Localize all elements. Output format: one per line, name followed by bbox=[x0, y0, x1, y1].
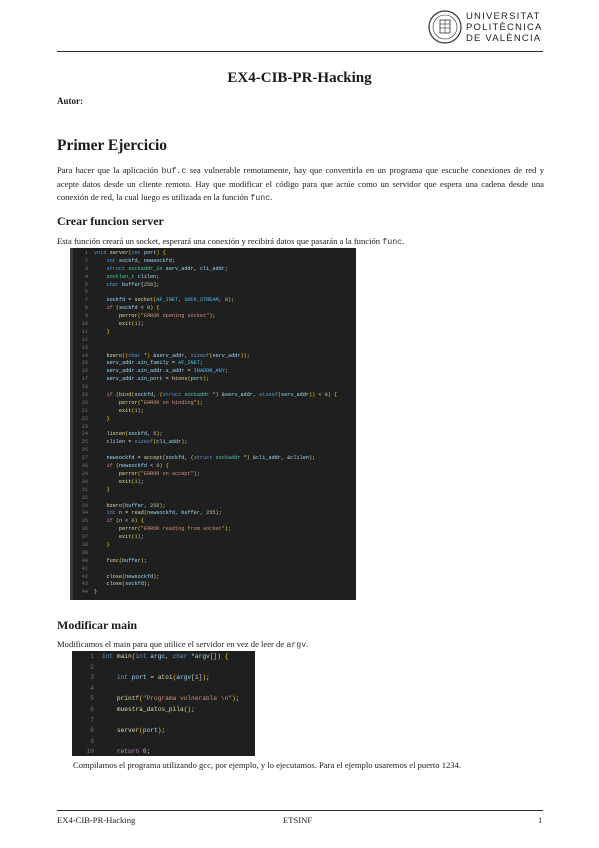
server-code-line: 39 bbox=[81, 549, 88, 556]
server-code-line: 24 listen(sockfd, 5); bbox=[81, 431, 163, 438]
server-paragraph: Esta función creará un socket, esperará una conexión y recibirá datos que pasarán a la función func. bbox=[57, 236, 405, 247]
server-code-line: 44 } bbox=[81, 589, 98, 596]
main-code-line: 8 server(port); bbox=[90, 727, 166, 735]
main-code-line: 5 printf("Programa vulnerable \n"); bbox=[90, 695, 240, 703]
logo-line-1: UNIVERSITAT bbox=[466, 11, 541, 22]
section1-paragraph: Para hacer que la aplicación buf.c sea vulnerable remotamente, hay que convertirla en un programa que escuche conexiones de red y acepte datos desde un cliente remoto. Hay que modificar el código para que actúe como un servidor que espera una cadena desde una conexión de red, la cual luego es utilizada en la función func. bbox=[57, 165, 544, 203]
author-label: Autor: bbox=[57, 96, 83, 106]
subsection-heading-main: Modificar main bbox=[57, 618, 138, 632]
server-code-line: 10 exit(1); bbox=[81, 321, 144, 328]
main-paragraph: Modificamos el main para que utilice el servidor en vez de leer de argv. bbox=[57, 639, 309, 650]
server-code-line: 16 serv_addr.sin_addr.s_addr = INADDR_ANY; bbox=[81, 368, 228, 375]
server-code-line: 43 close(sockfd); bbox=[81, 581, 151, 588]
university-seal-icon bbox=[428, 10, 462, 44]
server-code-line: 37 exit(1); bbox=[81, 534, 144, 541]
main-code-line: 10 return 0; bbox=[86, 748, 151, 756]
main-code-line: 4 bbox=[90, 684, 94, 692]
university-name bbox=[466, 11, 543, 44]
server-code-line: 20 perror("ERROR on binding"); bbox=[81, 399, 204, 406]
server-code-line: 4 socklen_t clilen; bbox=[84, 273, 160, 280]
server-code-line: 17 serv_addr.sin_port = htons(port); bbox=[81, 376, 210, 383]
server-code-line: 21 exit(1); bbox=[81, 407, 144, 414]
logo-line-3: DE VALÈNCIA bbox=[466, 33, 542, 44]
server-code-line: 23 bbox=[81, 423, 88, 430]
server-code-line: 22 } bbox=[81, 415, 110, 422]
footer-center: ETSINF bbox=[283, 815, 313, 825]
university-logo bbox=[428, 10, 543, 46]
document-title: EX4-CIB-PR-Hacking bbox=[227, 70, 372, 86]
server-code-line: 7 sockfd = socket(AF_INET, SOCK_STREAM, 0); bbox=[84, 297, 235, 304]
logo-line-2: POLITÈCNICA bbox=[466, 22, 543, 33]
server-code-line: 41 bbox=[81, 565, 88, 572]
server-code-line: 35 if (n < 0) { bbox=[81, 518, 144, 525]
main-code-block bbox=[72, 651, 255, 756]
server-code-line: 27 newsockfd = accept(sockfd, (struct sockaddr *) &cli_addr, &clilen); bbox=[81, 455, 316, 462]
server-code-line: 5 char buffer[256]; bbox=[84, 281, 160, 288]
server-code-line: 2 int sockfd, newsockfd; bbox=[84, 257, 175, 264]
server-code-line: 29 perror("ERROR on accept"); bbox=[81, 470, 200, 477]
main-code-line: 1 int main(int argc, char *argv[]) { bbox=[90, 653, 229, 660]
server-code-line: 14 bzero((char *) &serv_addr, sizeof(serv_addr)); bbox=[81, 352, 250, 359]
server-code-line: 19 if (bind(sockfd, (struct sockaddr *) &serv_addr, sizeof(serv_addr)) < 0) { bbox=[81, 392, 338, 399]
main-code-line: 9 bbox=[90, 737, 94, 745]
main-code-line: 6 muestra_datos_pila(); bbox=[90, 705, 195, 713]
server-code-line: 15 serv_addr.sin_family = AF_INET; bbox=[81, 360, 204, 367]
server-code-line: 34 int n = read(newsockfd, buffer, 255); bbox=[81, 510, 222, 517]
server-code-line: 33 bzero(buffer, 256); bbox=[81, 502, 166, 509]
main-code-line: 3 int port = atoi(argv[1]); bbox=[90, 674, 210, 682]
section-heading-primer-ejercicio: Primer Ejercicio bbox=[57, 137, 168, 154]
main-code-line: 7 bbox=[90, 716, 94, 724]
server-code-line: 40 func(buffer); bbox=[81, 557, 147, 564]
footer-left: EX4-CIB-PR-Hacking bbox=[57, 815, 136, 825]
server-code-line: 9 perror("ERROR opening socket"); bbox=[84, 313, 216, 320]
server-code-line: 18 bbox=[81, 384, 88, 391]
footer-divider bbox=[57, 810, 543, 811]
page-number: 1 bbox=[538, 815, 543, 825]
server-code-line: 32 bbox=[81, 494, 88, 501]
server-code-line: 26 bbox=[81, 447, 88, 454]
server-code-line: 8 if (sockfd < 0) { bbox=[84, 305, 160, 312]
subsection-heading-server: Crear funcion server bbox=[57, 214, 164, 228]
server-code-line: 25 clilen = sizeof(cli_addr); bbox=[81, 439, 188, 446]
server-code-line: 13 bbox=[81, 344, 88, 351]
server-code-block bbox=[70, 248, 356, 600]
server-code-line: 31 } bbox=[81, 486, 110, 493]
server-code-line: 12 bbox=[81, 336, 88, 343]
server-code-line: 11 } bbox=[81, 328, 110, 335]
server-code-line: 1 void server(int port) { bbox=[84, 250, 166, 256]
server-code-line: 3 struct sockaddr_in serv_addr, cli_addr; bbox=[84, 265, 228, 272]
server-code-line: 6 bbox=[84, 289, 88, 296]
compile-caption: Compilamos el programa utilizando gcc, por ejemplo, y lo ejecutamos. Para el ejemplo usaremos el puerto 1234. bbox=[73, 760, 462, 770]
server-code-line: 42 close(newsockfd); bbox=[81, 573, 160, 580]
server-code-line: 30 exit(1); bbox=[81, 478, 144, 485]
server-code-line: 38 } bbox=[81, 541, 110, 548]
main-code-line: 2 bbox=[90, 663, 94, 671]
server-code-line: 28 if (newsockfd < 0) { bbox=[81, 463, 169, 470]
server-code-line: 36 perror("ERROR reading from socket"); bbox=[81, 526, 232, 533]
header-divider bbox=[57, 51, 543, 52]
